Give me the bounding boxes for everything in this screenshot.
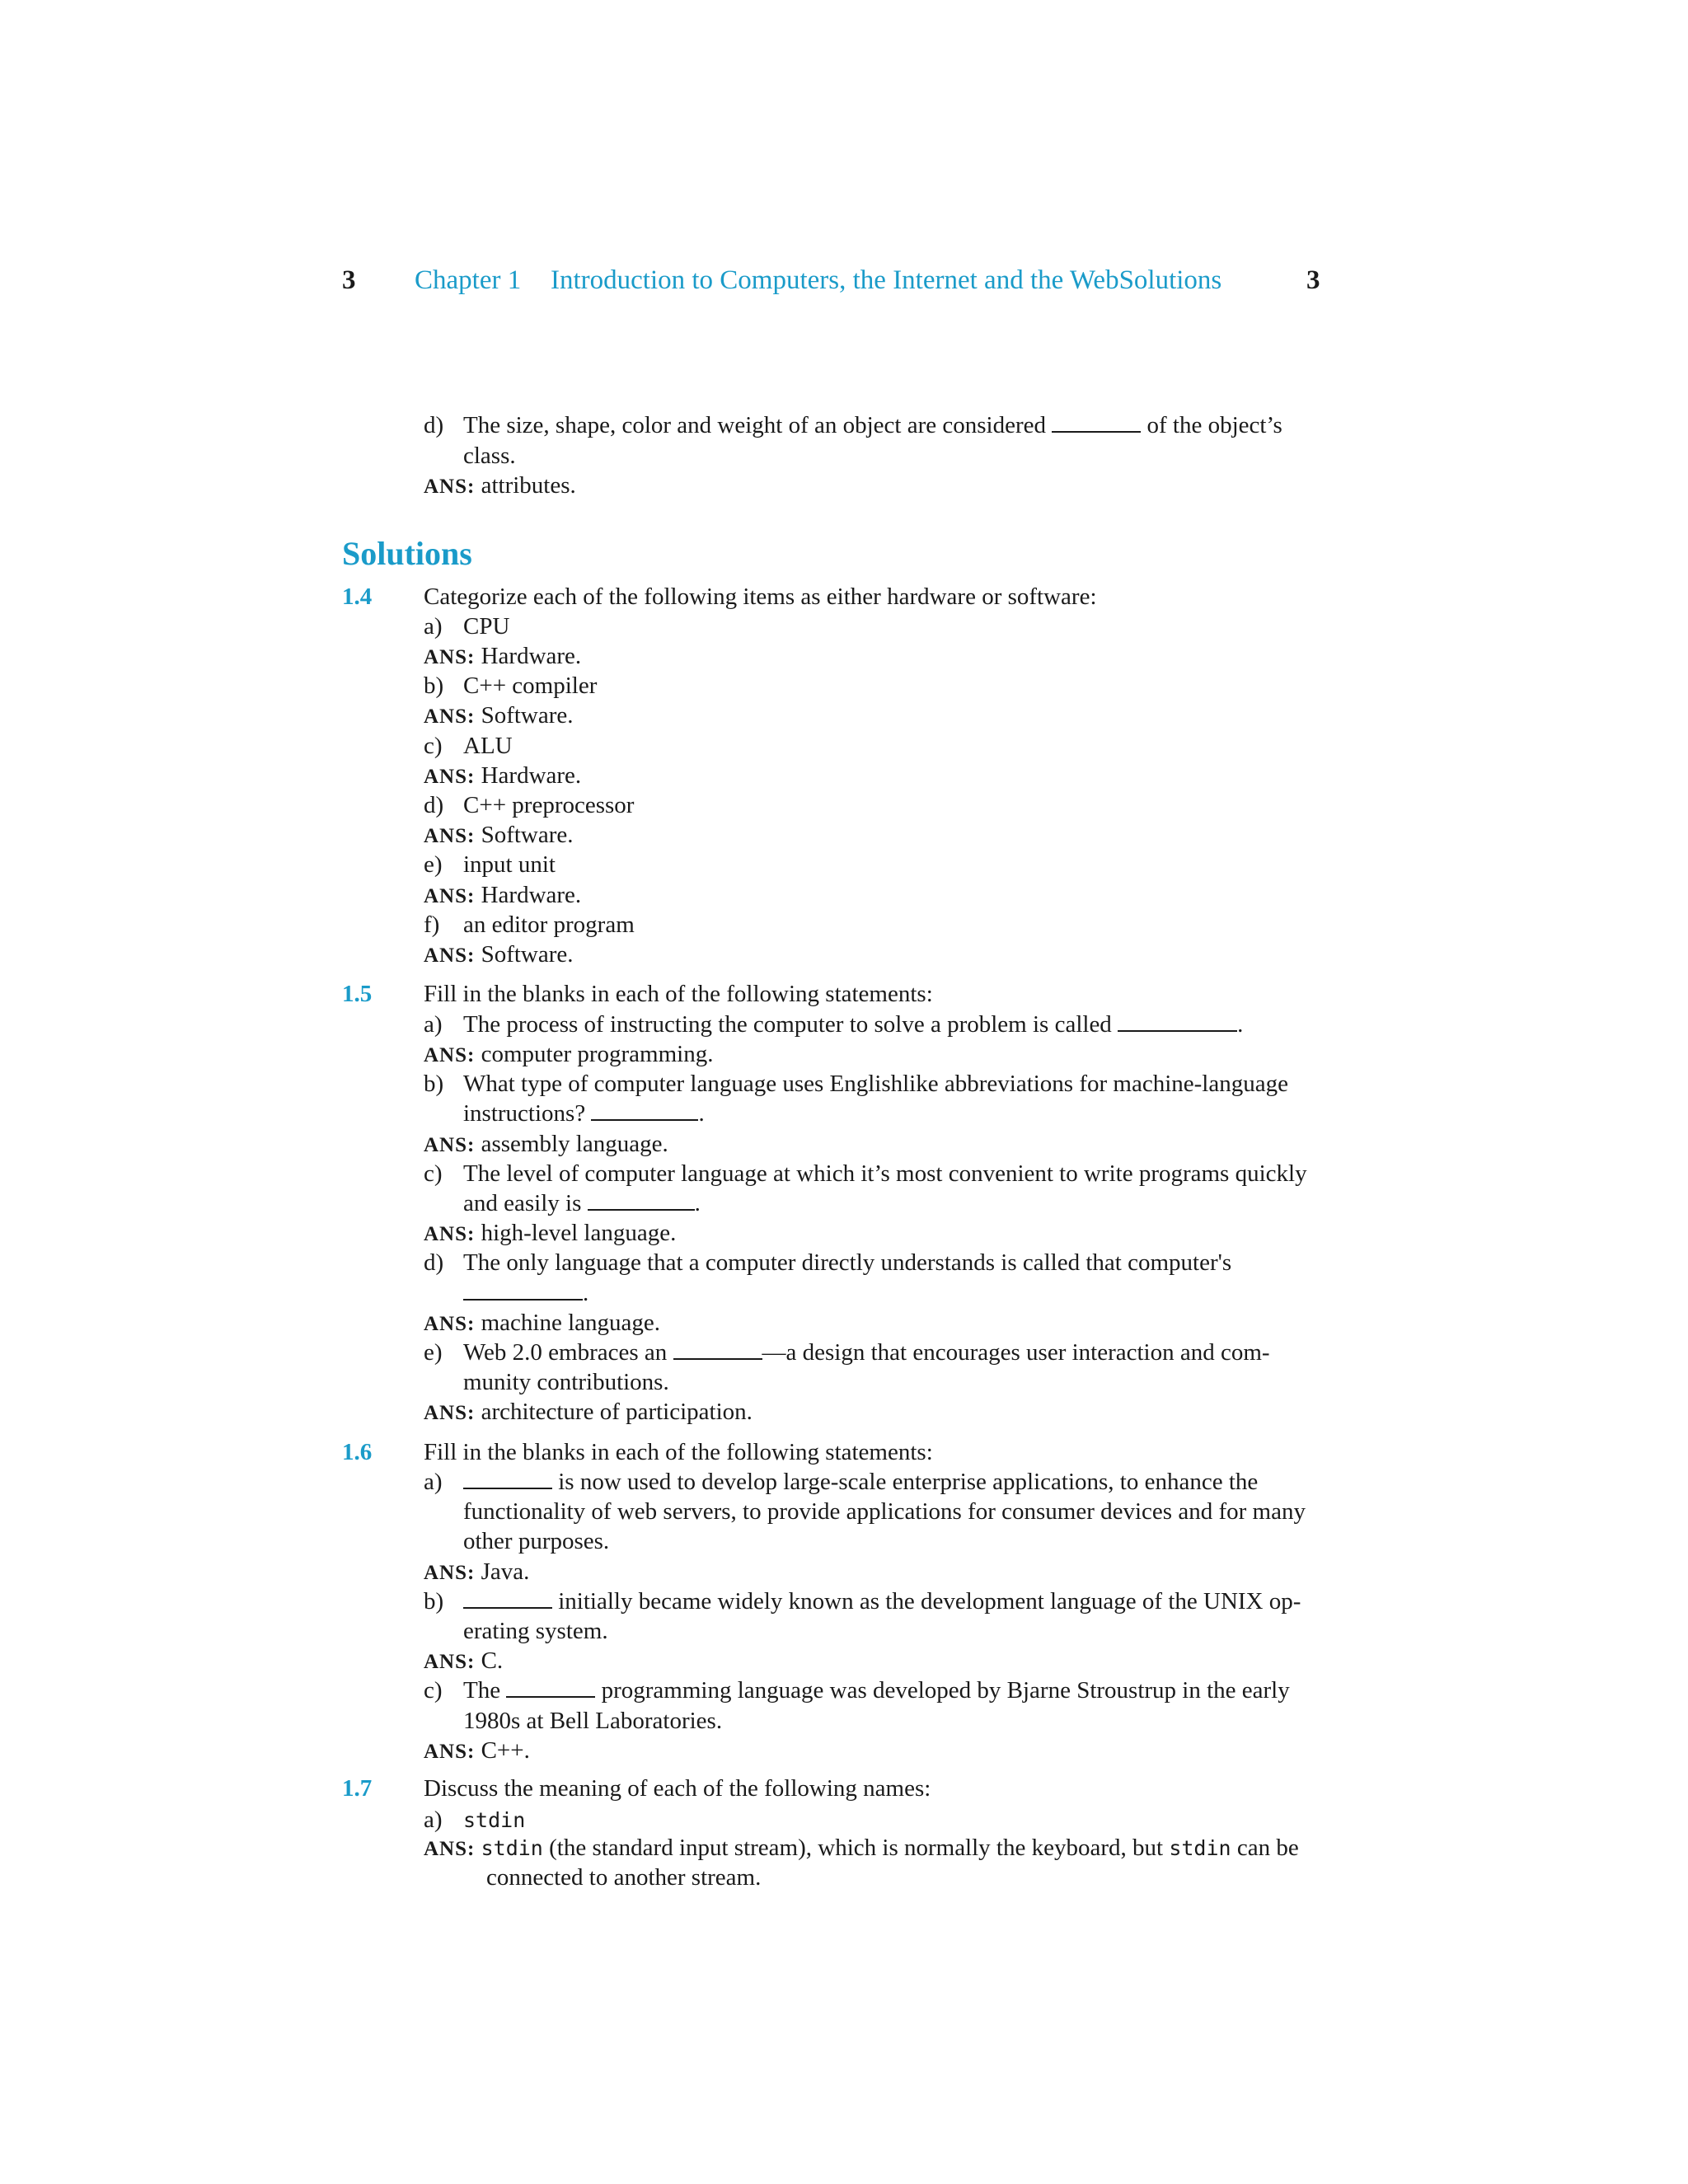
list-item: d) C++ preprocessor bbox=[424, 792, 635, 818]
answer-line: ANS: architecture of participation. bbox=[424, 1399, 753, 1425]
answer-line: ANS: machine language. bbox=[424, 1310, 660, 1336]
answer-line: ANS: Software. bbox=[424, 702, 574, 729]
answer-line: ANS: Hardware. bbox=[424, 643, 582, 669]
list-item: b) C++ compiler bbox=[424, 673, 598, 699]
section-title: Solutions bbox=[342, 535, 472, 572]
list-item: e) Web 2.0 embraces an —a design that encourages user interaction and com- bbox=[424, 1339, 1270, 1366]
list-item: e) input unit bbox=[424, 851, 556, 878]
carry-question-d-cont: class. bbox=[463, 443, 516, 469]
list-item: b) initially became widely known as the development language of the UNIX op- bbox=[424, 1588, 1301, 1615]
list-item: d) The only language that a computer directly understands is called that computer's bbox=[424, 1249, 1232, 1276]
answer-blank bbox=[588, 1191, 695, 1211]
list-item-cont: . bbox=[463, 1280, 588, 1307]
answer-blank bbox=[506, 1678, 595, 1698]
question-number: 1.7 bbox=[342, 1775, 373, 1802]
answer-blank bbox=[1052, 413, 1141, 433]
answer-line: ANS: assembly language. bbox=[424, 1131, 668, 1157]
list-item: a) CPU bbox=[424, 613, 510, 640]
answer-blank bbox=[463, 1589, 552, 1609]
answer-line: ANS: Software. bbox=[424, 941, 574, 968]
list-item-cont: other purposes. bbox=[463, 1528, 610, 1554]
chapter-label: Chapter 1 bbox=[415, 265, 522, 295]
list-item-cont: instructions? . bbox=[463, 1100, 705, 1127]
list-item: a) stdin bbox=[424, 1807, 526, 1833]
answer-blank bbox=[673, 1340, 762, 1360]
list-item: c) ALU bbox=[424, 733, 513, 759]
question-number: 1.5 bbox=[342, 981, 373, 1007]
answer-line: ANS: C. bbox=[424, 1647, 504, 1674]
answer-line-cont: connected to another stream. bbox=[486, 1864, 762, 1891]
answer-line: ANS: computer programming. bbox=[424, 1041, 714, 1067]
answer-line: ANS: C++. bbox=[424, 1737, 530, 1764]
answer-line: ANS: Software. bbox=[424, 822, 574, 848]
list-item: c) The programming language was developed by Bjarne Stroustrup in the early bbox=[424, 1677, 1290, 1704]
answer-blank bbox=[1118, 1012, 1237, 1032]
list-item: c) The level of computer language at which it’s most convenient to write programs quickly bbox=[424, 1160, 1307, 1187]
carry-answer: ANS: attributes. bbox=[424, 472, 576, 499]
list-item-cont: 1980s at Bell Laboratories. bbox=[463, 1708, 723, 1734]
answer-line: ANS: stdin (the standard input stream), which is normally the keyboard, but stdin can be bbox=[424, 1835, 1299, 1861]
answer-blank bbox=[591, 1101, 698, 1121]
running-header bbox=[0, 265, 1688, 305]
list-item-cont: and easily is . bbox=[463, 1190, 701, 1216]
answer-blank bbox=[463, 1469, 552, 1489]
list-item-cont: erating system. bbox=[463, 1618, 608, 1644]
answer-line: ANS: Hardware. bbox=[424, 762, 582, 789]
answer-line: ANS: Java. bbox=[424, 1558, 530, 1585]
page-number-left: 3 bbox=[342, 265, 356, 295]
chapter-title: Introduction to Computers, the Internet and the WebSolutions bbox=[551, 265, 1222, 295]
question-number: 1.6 bbox=[342, 1439, 373, 1465]
question-prompt: Fill in the blanks in each of the following statements: bbox=[424, 1439, 933, 1465]
page-number-right: 3 bbox=[1306, 265, 1320, 295]
carry-question-d: d) The size, shape, color and weight of an object are considered of the object’s bbox=[424, 412, 1282, 438]
answer-line: ANS: Hardware. bbox=[424, 882, 582, 908]
answer-blank bbox=[463, 1281, 583, 1301]
list-item-cont: functionality of web servers, to provide applications for consumer devices and for many bbox=[463, 1498, 1306, 1525]
list-item-cont: munity contributions. bbox=[463, 1369, 669, 1395]
list-item: a) The process of instructing the computer to solve a problem is called . bbox=[424, 1011, 1244, 1038]
list-item: f) an editor program bbox=[424, 912, 635, 938]
question-prompt: Discuss the meaning of each of the following names: bbox=[424, 1775, 931, 1802]
question-prompt: Categorize each of the following items as either hardware or software: bbox=[424, 583, 1097, 610]
question-prompt: Fill in the blanks in each of the following statements: bbox=[424, 981, 933, 1007]
answer-line: ANS: high-level language. bbox=[424, 1220, 677, 1246]
list-item: a) is now used to develop large-scale enterprise applications, to enhance the bbox=[424, 1469, 1259, 1495]
question-number: 1.4 bbox=[342, 583, 373, 610]
list-item: b) What type of computer language uses Englishlike abbreviations for machine-language bbox=[424, 1071, 1288, 1097]
